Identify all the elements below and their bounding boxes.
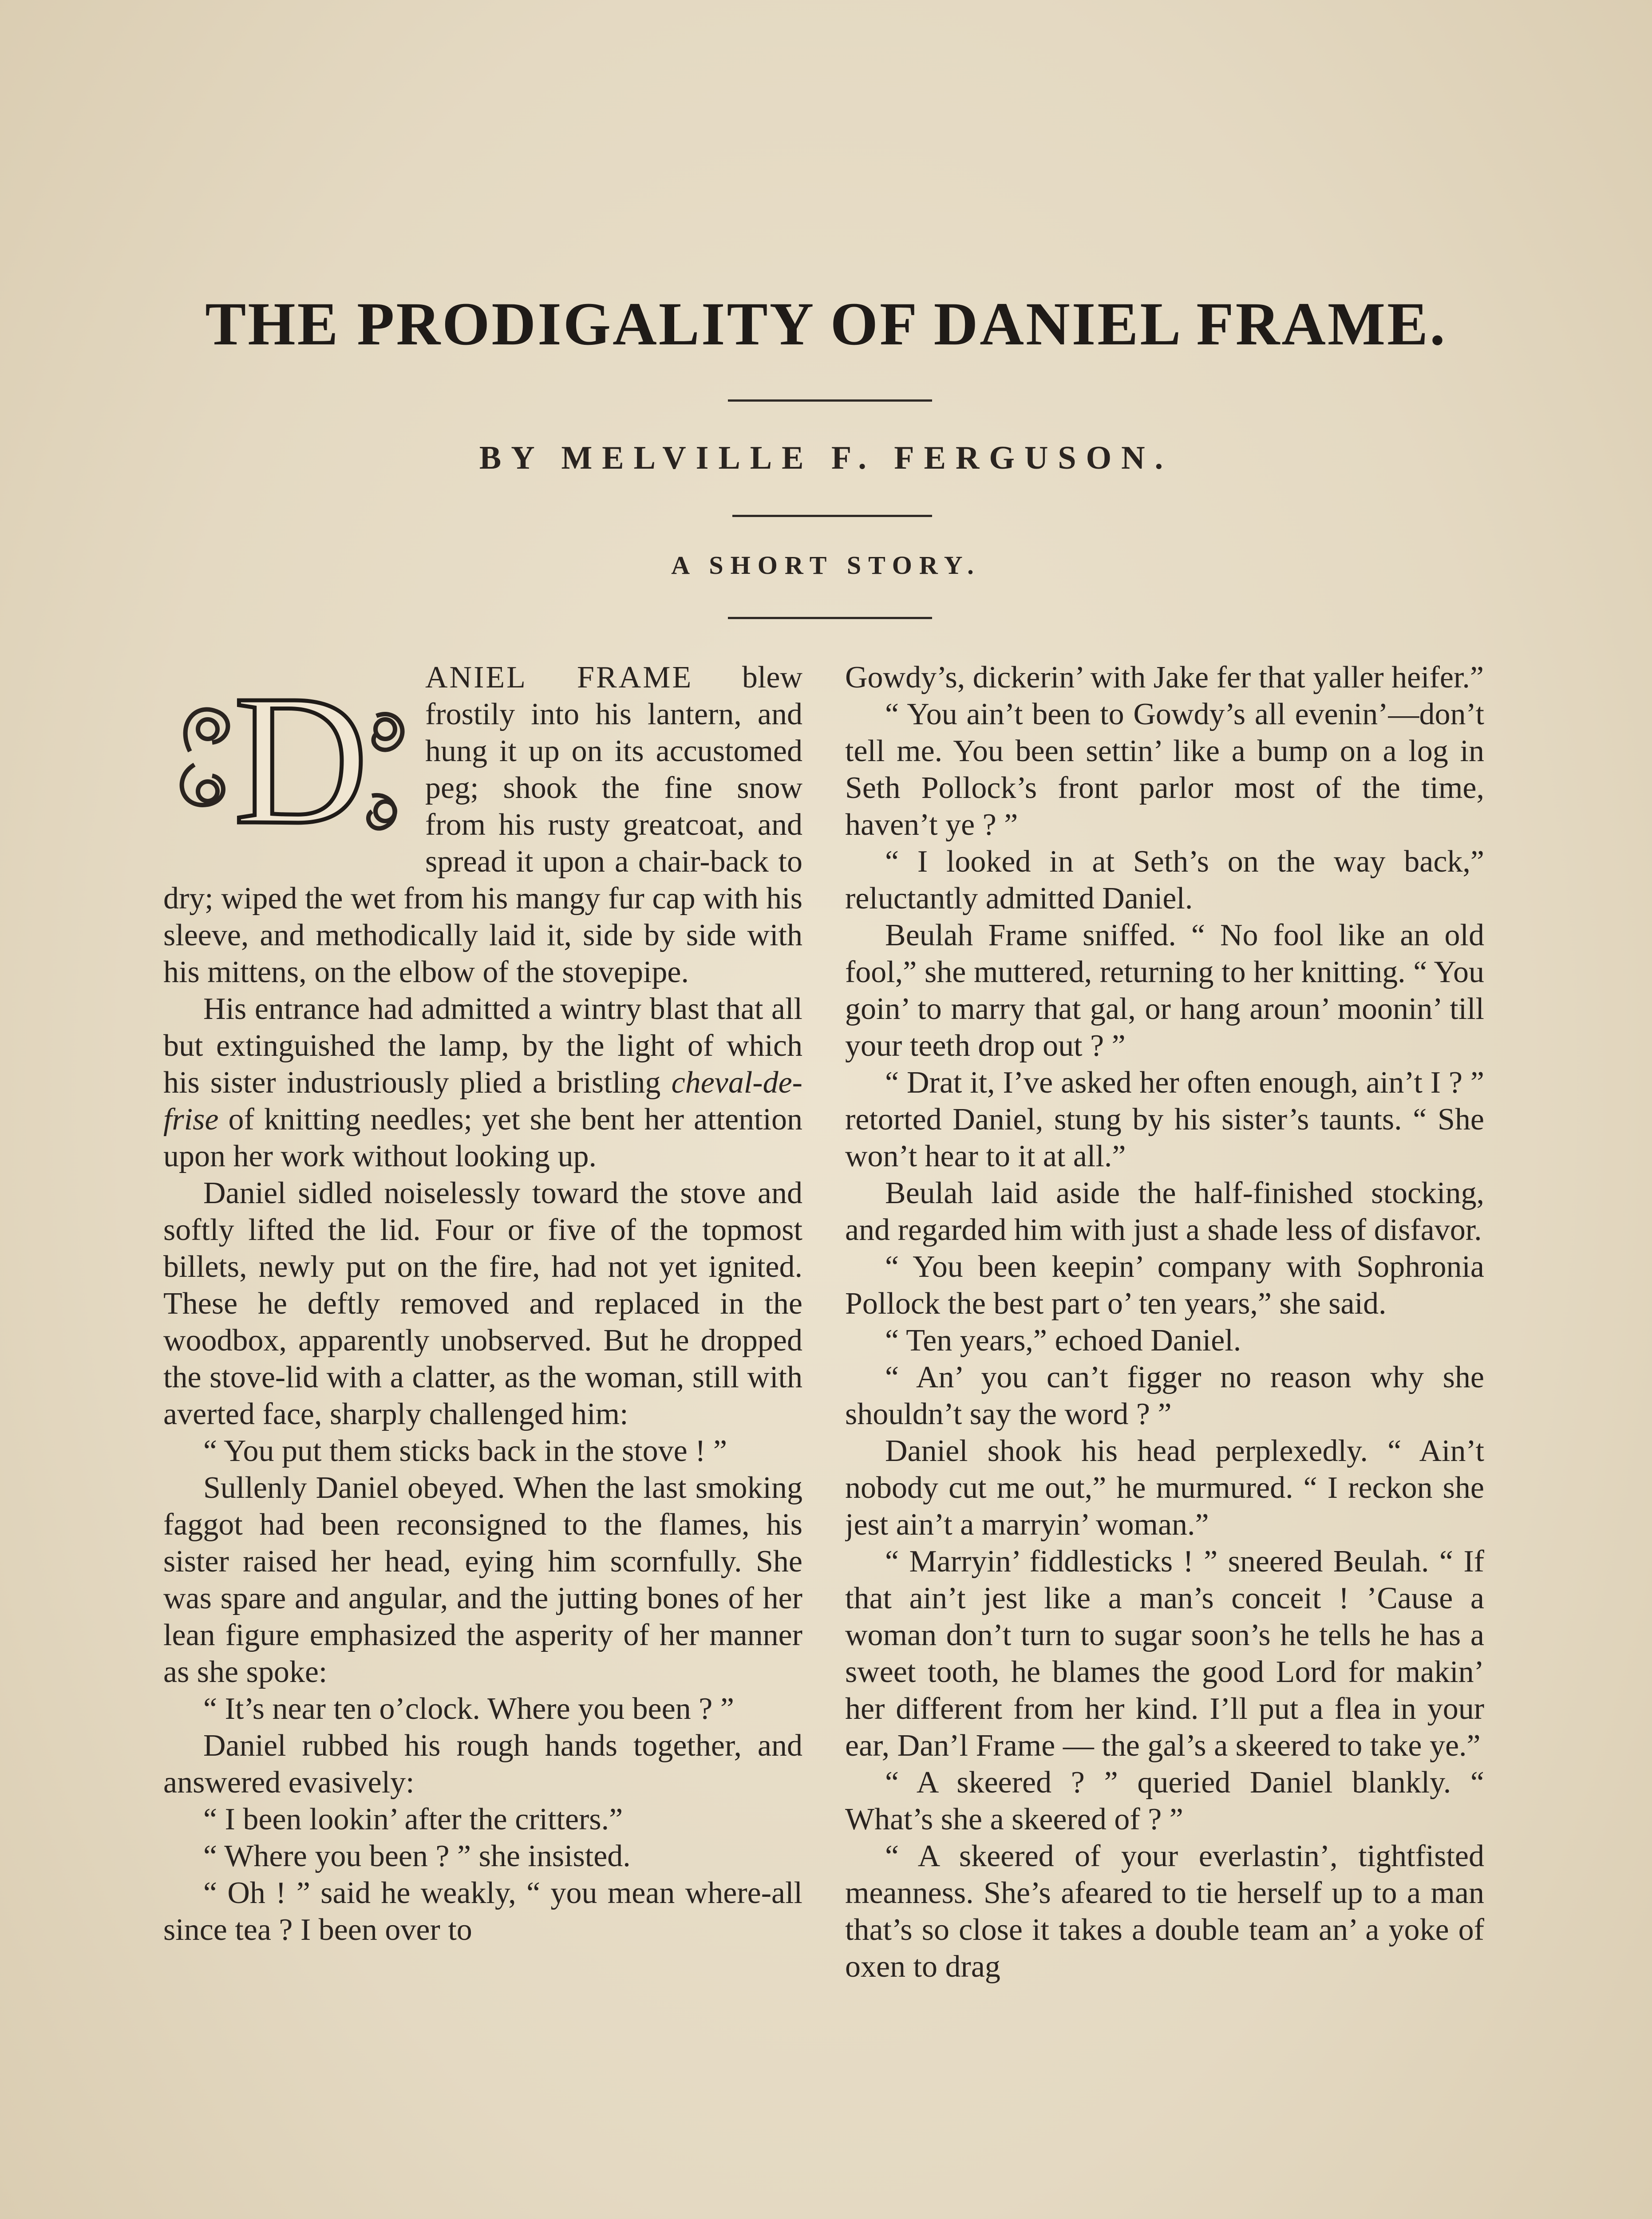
divider-rule [728, 399, 932, 402]
paragraph: “ Marryin’ fiddlesticks ! ” sneered Beulah. “ If that ain’t jest like a man’s conceit ! ’Cause a woman don’t turn to sugar soon’s he tells he has a sweet tooth, he blames the good Lord for makin’ her different from her kind. I’ll put a flea in your ear, Dan’l Frame — the gal’s a skeered to take ye.” [845, 1544, 1484, 1763]
italic-phrase: cheval-de-frise [163, 1066, 802, 1137]
drop-cap-ornament [163, 663, 412, 845]
paragraph: Sullenly Daniel obeyed. When the last smoking faggot had been reconsigned to the flames, his sister raised her head, eying him scornfully. She was spare and angular, and the jutting bones of her lean figure emphasized the asperity of her manner as she spoke: [163, 1471, 802, 1689]
paragraph: Gowdy’s, dickerin’ with Jake fer that yaller heifer.” [845, 660, 1484, 695]
paragraph: Daniel sidled noiselessly toward the stove and softly lifted the lid. Four or five of the topmost billets, newly put on the fire, had not yet ignited. These he deftly removed and replaced in the woodbox, apparently unobserved. But he dropped the stove-lid with a clatter, as the woman, still with averted face, sharply challenged him: [163, 1176, 802, 1431]
paragraph: “ Ten years,” echoed Daniel. [885, 1323, 1241, 1358]
paragraph [163, 991, 802, 1175]
paragraph: “ A skeered ? ” queried Daniel blankly. “ What’s she a skeered of ? ” [845, 1765, 1484, 1836]
paragraph: Beulah laid aside the half-finished stocking, and regarded him with just a shade less of disfavor. [845, 1176, 1484, 1247]
paragraph-text: blew frostily into his lantern, and hung it up on its accustomed peg; shook the fine snow from his rusty greatcoat, and spread it upon a chair-back to dry; wiped the wet from his mangy fur cap with his sleeve, and methodically laid it, side by side with his mittens, on the elbow of the stovepipe. [163, 660, 802, 989]
paragraph-text: His entrance had admitted a wintry blast that all but extinguished the lamp, by the light of which his sister industriously plied a bristling [163, 992, 802, 1100]
paragraph: “ Oh ! ” said he weakly, “ you mean where-all since tea ? I been over to [163, 1876, 802, 1947]
paragraph: “ Drat it, I’ve asked her often enough, ain’t I ? ” retorted Daniel, stung by his sister’s taunts. “ She won’t hear to it at all.” [845, 1066, 1484, 1173]
divider-rule [732, 515, 932, 517]
paragraph: “ It’s near ten o’clock. Where you been ? ” [203, 1692, 734, 1726]
paragraph-text: of knitting needles; yet she bent her attention upon her work without looking up. [163, 1102, 802, 1173]
paragraph: “ Where you been ? ” she insisted. [203, 1839, 631, 1873]
paragraph: Beulah Frame sniffed. “ No fool like an old fool,” she muttered, returning to her knitting. “ You goin’ to marry that gal, or hang aroun’ moonin’ till your teeth drop out ? ” [845, 918, 1484, 1063]
text-column-left [163, 659, 802, 2219]
paragraph: “ An’ you can’t figger no reason why she shouldn’t say the word ? ” [845, 1360, 1484, 1431]
paragraph: “ I been lookin’ after the critters.” [203, 1802, 623, 1836]
byline: BY MELVILLE F. FERGUSON. [479, 440, 1173, 476]
paragraph: “ A skeered of your everlastin’, tightfisted meanness. She’s afeared to tie herself up to a man that’s so close it takes a double team an’ a yoke of oxen to drag [845, 1839, 1484, 1984]
paragraph-lead: ANIEL FRAME [425, 660, 693, 695]
drop-cap-letter: D [233, 663, 368, 845]
story-title: THE PRODIGALITY OF DANIEL FRAME. [205, 290, 1447, 358]
divider-rule [728, 617, 932, 619]
paragraph: “ I looked in at Seth’s on the way back,” reluctantly admitted Daniel. [845, 845, 1484, 916]
story-kicker: A SHORT STORY. [671, 551, 981, 580]
paragraph: “ You been keepin’ company with Sophronia Pollock the best part o’ ten years,” she said. [845, 1250, 1484, 1321]
text-column-right [845, 659, 1484, 2219]
paragraph: “ You ain’t been to Gowdy’s all evenin’—don’t tell me. You been settin’ like a bump on a log in Seth Pollock’s front parlor most of the time, haven’t ye ? ” [845, 697, 1484, 842]
paragraph: “ You put them sticks back in the stove ! ” [203, 1434, 727, 1468]
paragraph: Daniel rubbed his rough hands together, and answered evasively: [163, 1729, 802, 1800]
paragraph: Daniel shook his head perplexedly. “ Ain’t nobody cut me out,” he murmured. “ I reckon she jest ain’t a marryin’ woman.” [845, 1434, 1484, 1542]
